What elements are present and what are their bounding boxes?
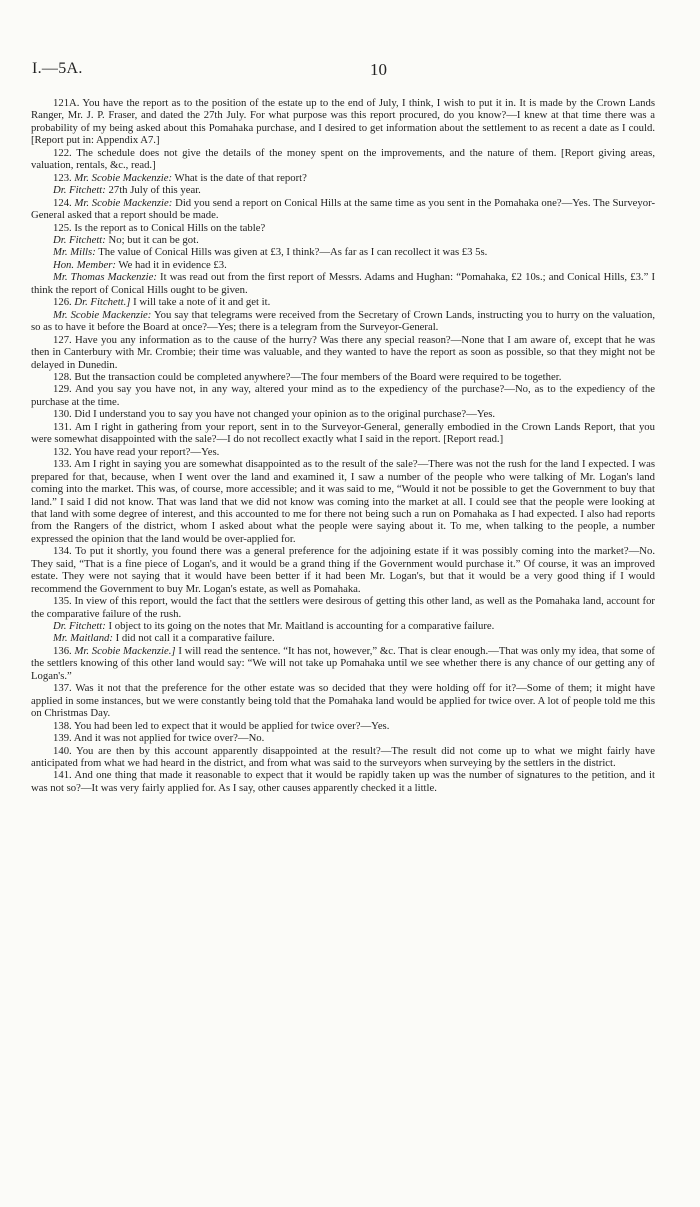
paragraph-text: You say that telegrams were received from the Secretary of Crown Lands, instructing you to hurry on the valuation, so as to have it before the Board at once?—Yes; there is a telegram from the Surveyor-General. [31, 308, 656, 334]
speaker-name: Mr. Scobie Mackenzie: [74, 196, 173, 209]
paragraph [31, 271, 655, 296]
paragraph [31, 371, 655, 383]
paragraph [31, 234, 655, 246]
paragraph [31, 595, 655, 620]
document-reference: I.—5A. [32, 60, 83, 77]
paragraph [31, 421, 655, 446]
paragraph [31, 246, 655, 258]
paragraph-text: 127. Have you any information as to the cause of the hurry? Was there any special reason?—None that I am aware of, except that he was then in Canterbury with Mr. Crombie; their time was valuable, and they wanted to have the report as soon as possible, so that they might not be delayed in Dunedin. [31, 333, 655, 371]
speaker-name: Dr. Fitchett: [53, 233, 106, 246]
paragraph-text: 138. You had been led to expect that it would be applied for twice over?—Yes. [53, 719, 390, 732]
speaker-name: Mr. Scobie Mackenzie: [53, 308, 152, 321]
paragraph-text: 139. And it was not applied for twice over?—No. [53, 732, 265, 745]
paragraph [31, 745, 655, 770]
paragraph-text: 128. But the transaction could be completed anywhere?—The four members of the Board were required to be together. [53, 370, 562, 383]
paragraph-text: 133. Am I right in saying you are somewhat disappointed as to the result of the sale?—There was not the rush for the land I expected. I was prepared for that, because, when I went over the land and examined it, I saw a number of the people who were talking of Mr. Logan's land coming into the market. This was, of course, more accessible; and it was said to me, “Would it not be possible to get the Government to buy that land.” I said I did not know. That was land that we did not know was coming into the market at all. I could see that the people were looking at that land with some degree of interest, and this accounted to me for there not being such a run on Pomahaka as I had expected. I also had reports from the Rangers of the district, whom I asked about what the people were saying about it. To me, when talking to the people, a number expressed the opinion that the land would be over-applied for. [31, 458, 655, 545]
paragraph [31, 732, 655, 744]
paragraph [31, 172, 655, 184]
paragraph [31, 222, 655, 234]
paragraph-text: 121A. You have the report as to the position of the estate up to the end of July, I think, I wish to put it in. It is made by the Crown Lands Ranger, Mr. J. P. Fraser, and dated the 27th July. For what purpose was this report procured, do you know?—I knew at that time there was a probability of my being asked about this Pomahaka purchase, and I desired to get information about the settlement to as recent a date as I could. [Report put in: Appendix A7.] [31, 97, 655, 147]
paragraph-text: 137. Was it not that the preference for the other estate was so decided that they were holding off for it?—Some of them; it might have applied in some instances, but we were constantly being told that the Pomahaka land would be applied for twice over. A lot of people told me this on Christmas Day. [31, 682, 655, 720]
paragraph [31, 184, 655, 196]
paragraph-text: 122. The schedule does not give the details of the money spent on the improvements, and the nature of them. [Report giving areas, valuation, rentals, &c., read.] [31, 146, 655, 172]
paragraph-text: No; but it can be got. [108, 233, 199, 246]
paragraph-text: 140. You are then by this account apparently disappointed at the result?—The result did not come up to what we might fairly have anticipated from what we had heard in the district, and from what was said to the surveyors when surveying by the settlers in the district. [31, 744, 655, 770]
paragraph-text: What is the date of that report? [174, 171, 307, 184]
paragraph [31, 296, 655, 308]
speaker-name: Mr. Thomas Mackenzie: [53, 271, 157, 284]
paragraph [31, 446, 655, 458]
paragraph [31, 620, 655, 632]
question-number: 126. [53, 296, 75, 309]
speaker-name: Dr. Fitchett.] [74, 296, 131, 309]
speaker-name: Dr. Fitchett: [53, 184, 106, 197]
paragraph-text: Did you send a report on Conical Hills at the same time as you sent in the Pomahaka one?—Yes. The Surveyor-General asked that a report should be made. [31, 196, 656, 222]
speaker-name: Hon. Member: [53, 258, 116, 271]
paragraph-text: I did not call it a comparative failure. [115, 632, 275, 645]
paragraph-text: The value of Conical Hills was given at £3, I think?—As far as I can recollect it was £3 5s. [98, 246, 488, 259]
paragraph-text: 27th July of this year. [108, 184, 201, 197]
paragraph [31, 197, 655, 222]
paragraph [31, 720, 655, 732]
paragraph-text: 130. Did I understand you to say you have not changed your opinion as to the original purchase?—Yes. [53, 408, 496, 421]
speaker-name: Mr. Maitland: [53, 632, 113, 645]
paragraph [31, 309, 655, 334]
paragraph-text: I will take a note of it and get it. [133, 296, 271, 309]
paragraph-text: 129. And you say you have not, in any way, altered your mind as to the expediency of the purchase?—No, as to the expediency of the purchase at the time. [31, 383, 655, 408]
paragraph [31, 682, 655, 719]
paragraph-text: I will read the sentence. “It has not, however,” &c. That is clear enough.—That was only my idea, that some of the settlers knowing of this other land would say: “We will not take up Pomahaka until we see whether there is any chance of our getting any of Logan's.” [31, 644, 655, 682]
page-header [32, 60, 672, 80]
paragraph-text: 141. And one thing that made it reasonable to expect that it would be rapidly taken up was the number of signatures to the petition, and it was not so?—It was very fairly applied for. As I say, other causes apparently checked it a little. [31, 769, 655, 794]
speaker-name: Mr. Mills: [53, 246, 96, 259]
paragraph [31, 259, 655, 271]
paragraph [31, 545, 655, 595]
paragraph [31, 458, 655, 545]
paragraph [31, 769, 655, 794]
paragraph-text: I object to its going on the notes that Mr. Maitland is accounting for a comparative failure. [108, 620, 495, 633]
paragraph-text: 131. Am I right in gathering from your report, sent in to the Surveyor-General, generally embodied in the Crown Lands Report, that you were somewhat disappointed with the sale?—I do not recollect exactly what I said in the report. [Report read.] [31, 420, 655, 446]
paragraph-text: 135. In view of this report, would the fact that the settlers were desirous of getting this other land, as well as the Pomahaka land, account for the comparative failure of the rush. [31, 595, 655, 620]
paragraph [31, 645, 655, 682]
page-number: 10 [370, 60, 387, 79]
paragraph [31, 408, 655, 420]
speaker-name: Dr. Fitchett: [53, 620, 106, 633]
paragraph-text: It was read out from the first report of Messrs. Adams and Hughan: “Pomahaka, £2 10s.; and Conical Hills, £3.” I think the report of Conical Hills ought to be given. [31, 271, 656, 296]
paragraph-text: We had it in evidence £3. [118, 258, 227, 271]
paragraph-text: 125. Is the report as to Conical Hills on the table? [53, 221, 266, 234]
question-number: 123. [53, 171, 75, 184]
question-number: 124. [53, 196, 75, 209]
question-number: 136. [53, 644, 75, 657]
paragraph [31, 334, 655, 371]
speaker-name: Mr. Scobie Mackenzie.] [74, 644, 176, 657]
speaker-name: Mr. Scobie Mackenzie: [74, 171, 173, 184]
document-body [31, 97, 655, 794]
paragraph [31, 97, 655, 147]
paragraph-text: 134. To put it shortly, you found there was a general preference for the adjoining estate if it was possibly coming into the market?—No. They said, “That is a fine piece of Logan's, and it would be a grand thing if the Government would purchase it.” Of course, it was an improved estate. They were not saying that it would have been better if it had been Mr. Logan's, but that it would be a very good thing if I would recommend the Government to buy Mr. Logan's estate, as well as Pomahaka. [31, 545, 655, 595]
paragraph [31, 383, 655, 408]
paragraph [31, 147, 655, 172]
paragraph [31, 632, 655, 644]
paragraph-text: 132. You have read your report?—Yes. [53, 445, 220, 458]
